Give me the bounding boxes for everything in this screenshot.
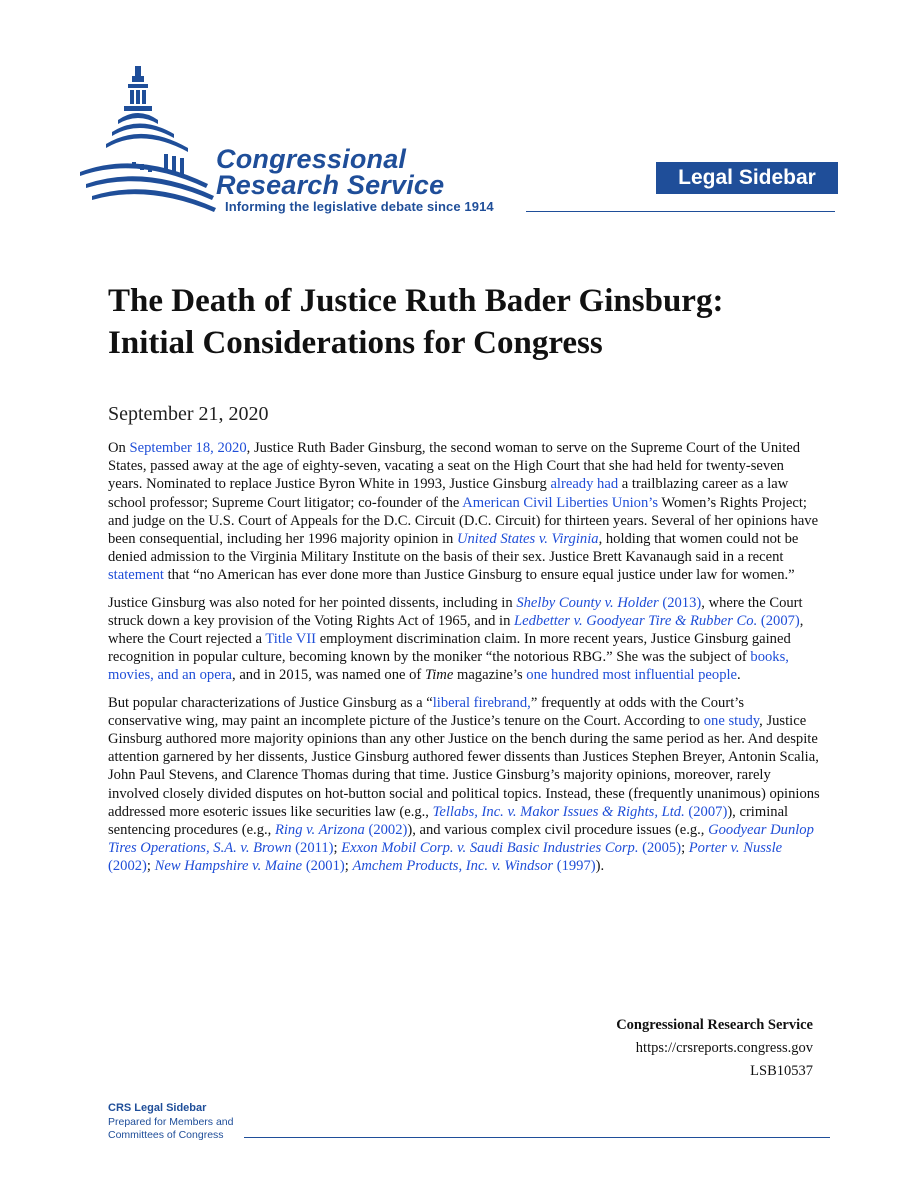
case-year: (2007)	[684, 803, 728, 820]
case-name: Amchem Products, Inc. v. Windsor	[352, 858, 554, 875]
footer-citation	[616, 1014, 813, 1083]
text-run: , and in 2015, was named one of	[232, 667, 425, 684]
text-run: a trailblazing career as a law school professor; Supreme Court litigator; co-founder of the	[108, 476, 789, 511]
link-title-vii[interactable]: Title VII	[265, 631, 317, 648]
text-run: , Justice Ginsburg authored more majority opinions than any other Justice on the bench during the same period as her. And despite attention garnered by her dissents, Justice Ginsburg authored fewer dissents than Justices Stephen Breyer, Antonin Scalia, John Paul Stevens, and Clarence Thomas during that time. Justice Ginsburg’s majority opinions, moreover, rarely involved closely divided disputes on hot-button social and political topics. Instead, these (frequently unanimous) opinions addressed more esoteric issues like securities law (e.g.,	[108, 712, 820, 820]
text-run: , Justice Ruth Bader Ginsburg, the second woman to serve on the Supreme Court of the United States, passed away at the age of eighty-seven, vacating a seat on the High Court that she had held for twenty-seven years. Nominated to replace Justice Byron White in 1993, Justice Ginsburg	[108, 440, 801, 493]
link-amchem[interactable]	[352, 858, 595, 874]
report-header	[0, 0, 920, 240]
case-name: Ring v. Arizona	[274, 822, 365, 839]
link-date-of-death[interactable]: September 18, 2020	[129, 440, 247, 456]
text-run: magazine’s	[453, 667, 527, 684]
footer-rule	[244, 1137, 830, 1138]
title-line1: The Death of Justice Ruth Bader Ginsburg:	[108, 283, 724, 319]
link-us-v-virginia[interactable]	[457, 531, 599, 547]
capitol-dome-icon	[78, 62, 218, 214]
paragraph-1	[108, 439, 820, 585]
magazine-name: Time	[424, 667, 454, 684]
link-aclu[interactable]: American Civil Liberties Union’s	[462, 494, 658, 511]
footer-report-id: LSB10537	[750, 1063, 813, 1079]
text-run: Women’s Rights Project; and judge on the U.S. Court of Appeals for the D.C. Circuit (D.C. Circuit) for thirteen years. Several of her opinions have been consequential, including her 1996 majority opinion in	[108, 494, 819, 548]
link-ledbetter[interactable]	[514, 613, 800, 629]
case-name: United States v. Virginia	[456, 531, 599, 548]
case-year: (2002)	[364, 822, 408, 839]
case-name: Ledbetter v. Goodyear Tire & Rubber Co.	[514, 612, 758, 629]
case-name: Porter v. Nussle	[688, 840, 783, 857]
text-run: ), criminal sentencing procedures (e.g.,	[108, 803, 789, 839]
link-influential-people[interactable]: one hundred most influential people	[526, 667, 738, 684]
text-run: , where the Court struck down a key provision of the Voting Rights Act of 1965, and in	[108, 594, 803, 629]
case-year: (2007)	[757, 612, 800, 629]
footer-prepared-for: Prepared for Members and	[108, 1115, 234, 1128]
footer-committees: Committees of Congress	[108, 1129, 224, 1141]
footer-org: Congressional Research Service	[616, 1017, 813, 1033]
link-already-had[interactable]: already had	[550, 476, 619, 493]
legal-sidebar-badge: Legal Sidebar	[656, 162, 838, 194]
footer-series	[108, 1102, 233, 1143]
text-run: ).	[595, 858, 605, 875]
case-year: (2011)	[291, 840, 334, 857]
link-shelby-county[interactable]	[516, 595, 701, 611]
text-run: ;	[344, 858, 353, 875]
text-run: employment discrimination claim. In more recent years, Justice Ginsburg gained recognition in popular culture, becoming known by the moniker “the notorious RBG.” She was the subject of	[108, 631, 791, 666]
text-run: Justice Ginsburg was also noted for her pointed dissents, including in	[108, 594, 517, 611]
link-tellabs[interactable]	[433, 804, 728, 820]
footer-series-name: CRS Legal Sidebar	[108, 1102, 207, 1114]
tagline-rule	[526, 211, 835, 212]
org-name-line1: Congressional	[216, 144, 407, 174]
text-run: ;	[146, 858, 155, 875]
link-books-movies-opera[interactable]: books, movies, and an opera	[108, 649, 789, 684]
paragraph-3	[108, 694, 820, 876]
link-ring-v-arizona[interactable]	[275, 822, 407, 838]
case-name: New Hampshire v. Maine	[154, 858, 303, 875]
text-run: But popular characterizations of Justice Ginsburg as a “	[108, 694, 433, 711]
link-one-study[interactable]: one study	[703, 712, 760, 729]
page-title	[108, 280, 828, 364]
text-run: ), and various complex civil procedure issues (e.g.,	[407, 822, 709, 839]
article-body	[108, 439, 820, 885]
link-liberal-firebrand[interactable]: liberal firebrand,	[432, 694, 531, 711]
case-year: (2002)	[108, 858, 147, 875]
title-line2: Initial Considerations for Congress	[108, 325, 603, 361]
text-run: , holding that women could not be denied admission to the Virginia Military Institute on the basis of their sex. Justice Brett Kavanaugh said in a recent	[108, 531, 799, 566]
case-year: (2005)	[638, 840, 682, 857]
case-name: Goodyear Dunlop Tires Operations, S.A. v. Brown	[108, 822, 814, 857]
publication-date: September 21, 2020	[108, 403, 269, 425]
footer-url[interactable]: https://crsreports.congress.gov	[635, 1040, 813, 1056]
case-year: (2013)	[658, 594, 702, 611]
text-run: that “no American has ever done more than Justice Ginsburg to ensure equal justice under law for women.”	[163, 567, 795, 584]
paragraph-2	[108, 594, 820, 685]
org-tagline: Informing the legislative debate since 1914	[225, 199, 494, 214]
link-exxon-mobil[interactable]	[341, 840, 681, 856]
text-run: ” frequently at odds with the Court’s conservative wing, may paint an incomplete picture of the Justice’s tenure on the Court. According to	[108, 694, 745, 729]
case-name: Tellabs, Inc. v. Makor Issues & Rights, Ltd.	[432, 803, 685, 820]
org-name-line2: Research Service	[216, 170, 445, 200]
text-run: , where the Court rejected a	[108, 612, 804, 648]
text-run: ;	[681, 840, 689, 857]
text-run: On	[108, 440, 130, 456]
case-year: (1997)	[553, 858, 596, 875]
text-run: ;	[333, 840, 342, 857]
link-statement[interactable]: statement	[108, 567, 164, 584]
case-name: Exxon Mobil Corp. v. Saudi Basic Industries Corp.	[341, 840, 639, 857]
text-run: .	[737, 667, 741, 684]
case-year: (2001)	[302, 858, 345, 875]
case-name: Shelby County v. Holder	[516, 594, 659, 611]
link-new-hampshire-v-maine[interactable]	[155, 858, 345, 874]
